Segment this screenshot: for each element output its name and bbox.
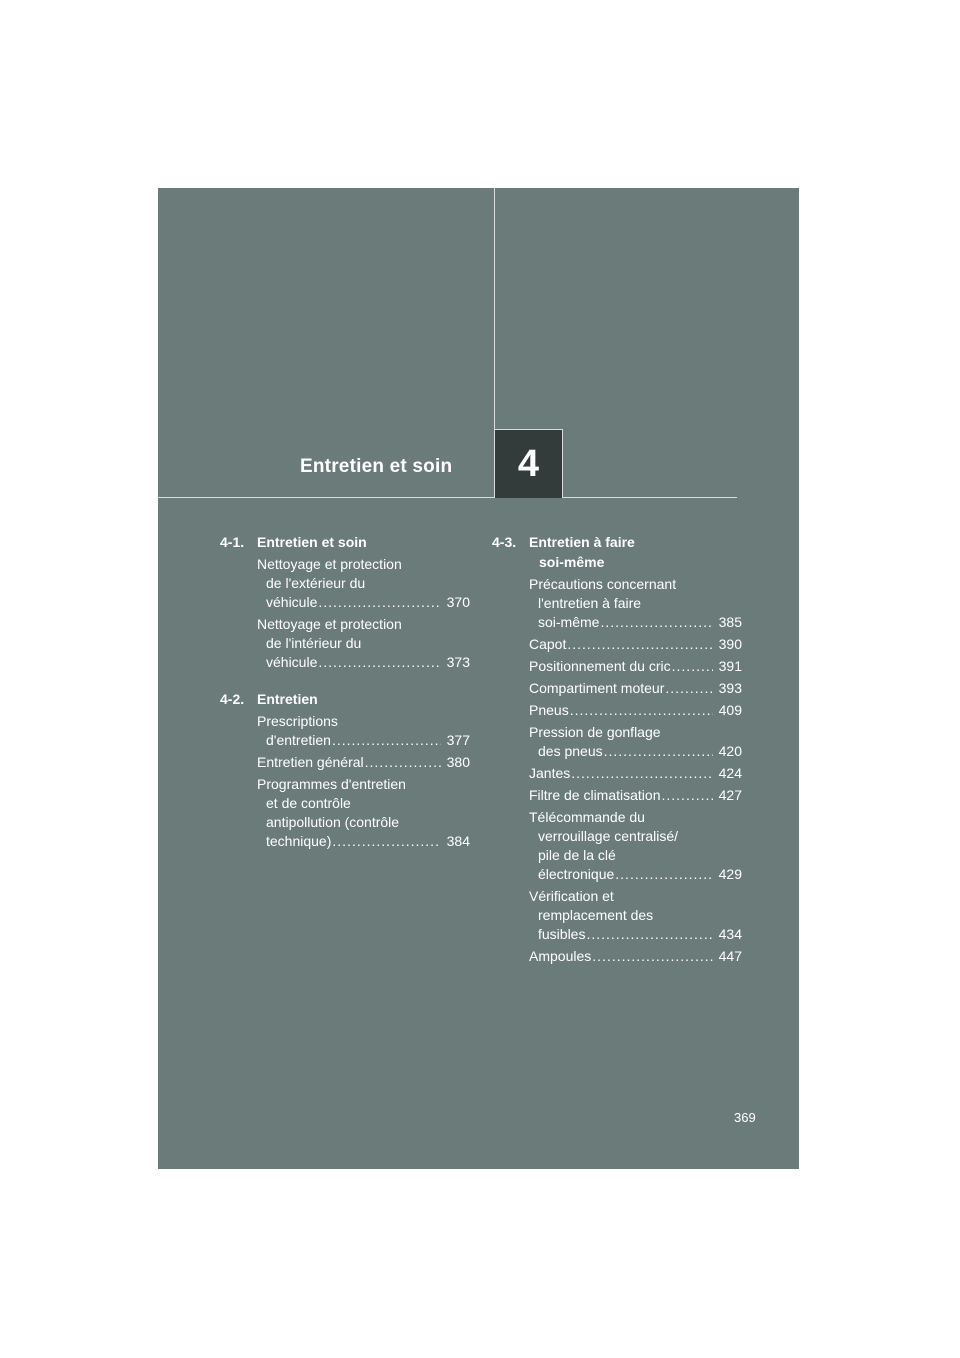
section-heading (492, 532, 742, 572)
entry-text-line: fusibles (538, 926, 586, 942)
dot-leader (672, 657, 713, 676)
dot-leader (586, 925, 713, 944)
toc-entry[interactable] (492, 764, 742, 783)
section-heading (220, 689, 470, 709)
chapter-number-tab (495, 429, 563, 498)
entry-text-line: Filtre de climatisation (529, 787, 661, 803)
toc-entry[interactable] (492, 723, 742, 761)
entry-text-line: verrouillage centralisé/ (538, 828, 679, 844)
entry-text-line: Prescriptions (257, 713, 338, 729)
entry-text-line: Pneus (529, 702, 569, 718)
entry-page-number: 391 (718, 658, 742, 674)
toc-column-left (220, 532, 470, 868)
section-title-line: Entretien et soin (257, 534, 367, 550)
entry-last-line (529, 947, 742, 966)
entry-text-line: Nettoyage et protection (257, 556, 402, 572)
entry-last-line (529, 657, 742, 676)
toc-entry[interactable] (492, 786, 742, 805)
entry-text-line: et de contrôle (266, 795, 351, 811)
entry-last-line (529, 764, 742, 783)
page-number: 369 (734, 1110, 756, 1125)
dot-leader (570, 701, 713, 720)
entry-text-line: pile de la clé (538, 847, 616, 863)
entry-text-line: Pression de gonflage (529, 724, 661, 740)
section-heading (220, 532, 470, 552)
entry-page-number: 409 (718, 702, 742, 718)
dot-leader (571, 764, 713, 783)
toc-entry[interactable] (220, 753, 470, 772)
section-title-line: Entretien à faire (529, 534, 635, 550)
entry-text-line: soi-même (538, 614, 600, 630)
toc-entry[interactable] (492, 635, 742, 654)
entry-page-number: 424 (718, 765, 742, 781)
entry-last-line (529, 742, 742, 761)
section-title (257, 689, 470, 709)
section-title (257, 532, 470, 552)
entry-page-number: 384 (446, 833, 470, 849)
entry-page-number: 427 (718, 787, 742, 803)
section-title-line: soi-même (539, 554, 605, 570)
section-number: 4-1. (220, 534, 245, 550)
entry-text-line: Précautions concernant (529, 576, 677, 592)
dot-leader (332, 731, 441, 750)
entry-last-line (529, 786, 742, 805)
section-title-line: Entretien (257, 691, 318, 707)
entry-page-number: 370 (446, 594, 470, 610)
toc-entry[interactable] (492, 701, 742, 720)
dot-leader (662, 786, 714, 805)
entry-page-number: 373 (446, 654, 470, 670)
toc-section (220, 689, 470, 851)
entry-last-line (257, 731, 470, 750)
entry-text-line: Vérification et (529, 888, 614, 904)
entry-last-line (257, 653, 470, 672)
entry-text-line: des pneus (538, 743, 603, 759)
entry-page-number: 434 (718, 926, 742, 942)
dot-leader (600, 613, 713, 632)
entry-page-number: 393 (718, 680, 742, 696)
dot-leader (567, 635, 713, 654)
toc-entry[interactable] (492, 887, 742, 944)
chapter-title: Entretien et soin (300, 456, 453, 477)
entry-page-number: 420 (718, 743, 742, 759)
entry-last-line (257, 753, 470, 772)
entry-page-number: 380 (446, 754, 470, 770)
toc-entry[interactable] (492, 947, 742, 966)
entry-page-number: 377 (446, 732, 470, 748)
entry-last-line (257, 593, 470, 612)
toc-entry[interactable] (220, 712, 470, 750)
entry-text-line: remplacement des (538, 907, 654, 923)
toc-entry[interactable] (220, 555, 470, 612)
entry-text-line: Programmes d'entretien (257, 776, 406, 792)
entry-text-line: Compartiment moteur (529, 680, 665, 696)
toc-entry[interactable] (492, 808, 742, 884)
dot-leader (615, 865, 713, 884)
entry-text-line: Positionnement du cric (529, 658, 671, 674)
entry-last-line (257, 832, 470, 851)
entry-text-line: Entretien général (257, 754, 364, 770)
entry-page-number: 390 (718, 636, 742, 652)
entry-text-line: véhicule (266, 594, 318, 610)
section-number: 4-2. (220, 691, 245, 707)
toc-column-right (492, 532, 742, 983)
dot-leader (318, 653, 441, 672)
entry-last-line (529, 925, 742, 944)
entry-text-line: Ampoules (529, 948, 592, 964)
horizontal-divider (158, 497, 737, 498)
entry-last-line (529, 679, 742, 698)
dot-leader (592, 947, 713, 966)
toc-entry[interactable] (492, 679, 742, 698)
entry-text-line: l'entretien à faire (538, 595, 642, 611)
entry-text-line: de l'intérieur du (266, 635, 362, 651)
toc-entry[interactable] (492, 657, 742, 676)
entry-text-line: Nettoyage et protection (257, 616, 402, 632)
chapter-number: 4 (517, 442, 540, 485)
entry-text-line: de l'extérieur du (266, 575, 366, 591)
entry-text-line: Jantes (529, 765, 571, 781)
entry-last-line (529, 865, 742, 884)
entry-text-line: Capot (529, 636, 567, 652)
entry-text-line: véhicule (266, 654, 318, 670)
dot-leader (318, 593, 441, 612)
toc-entry[interactable] (492, 575, 742, 632)
entry-last-line (529, 635, 742, 654)
entry-text-line: technique) (266, 833, 332, 849)
toc-entry[interactable] (220, 775, 470, 851)
entry-text-line: électronique (538, 866, 615, 882)
entry-text-line: Télécommande du (529, 809, 645, 825)
entry-last-line (529, 701, 742, 720)
entry-text-line: d'entretien (266, 732, 331, 748)
dot-leader (332, 832, 441, 851)
dot-leader (365, 753, 441, 772)
toc-section (492, 532, 742, 966)
section-number: 4-3. (492, 534, 517, 550)
toc-section (220, 532, 470, 672)
entry-page-number: 429 (718, 866, 742, 882)
section-title (529, 532, 742, 572)
entry-last-line (529, 613, 742, 632)
toc-entry[interactable] (220, 615, 470, 672)
dot-leader (665, 679, 713, 698)
entry-page-number: 385 (718, 614, 742, 630)
entry-text-line: antipollution (contrôle (266, 814, 400, 830)
entry-page-number: 447 (718, 948, 742, 964)
dot-leader (604, 742, 713, 761)
